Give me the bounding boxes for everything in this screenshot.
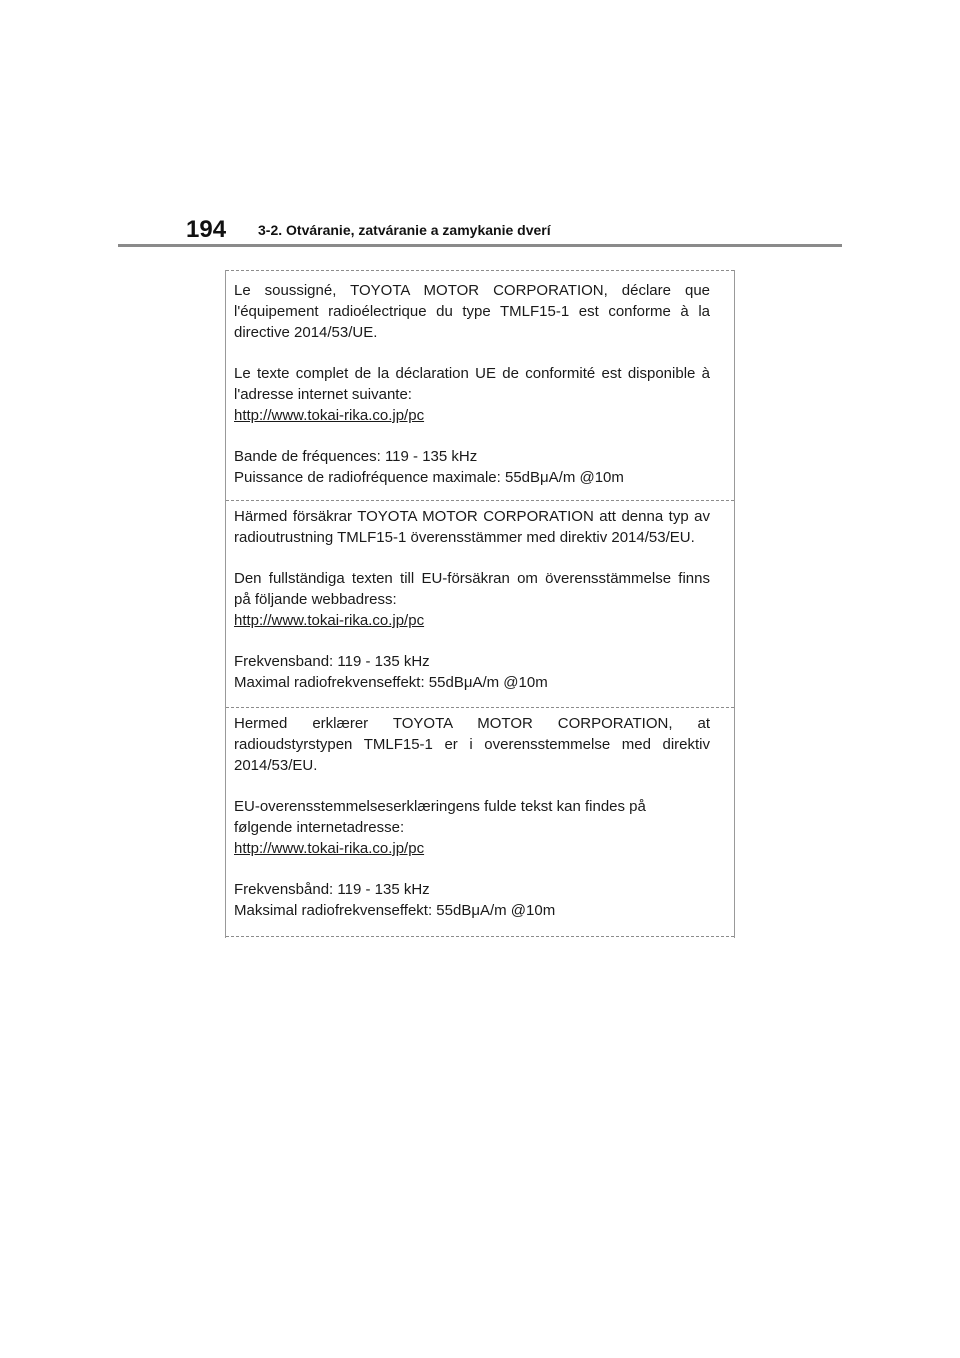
dashed-divider bbox=[226, 500, 734, 501]
declaration-text bbox=[234, 280, 710, 343]
text-line: Den fullständiga texten till EU-försäkran om överensstämmelse finns bbox=[234, 570, 710, 587]
frequency-band: Frekvensband: 119 - 135 kHz bbox=[234, 653, 430, 670]
declaration-text bbox=[234, 713, 710, 776]
max-power: Puissance de radiofréquence maximale: 55dBμA/m @10m bbox=[234, 469, 624, 486]
text-line: Le soussigné, TOYOTA MOTOR CORPORATION, déclare que bbox=[234, 282, 710, 299]
dashed-divider bbox=[226, 707, 734, 708]
text-line: på följande webbadress: bbox=[234, 591, 397, 608]
url-link[interactable]: http://www.tokai-rika.co.jp/pc bbox=[234, 407, 425, 424]
text-line: EU-overensstemmelseserklæringens fulde tekst kan findes på bbox=[234, 798, 646, 815]
max-power: Maximal radiofrekvenseffekt: 55dBμA/m @10m bbox=[234, 674, 548, 691]
text-line: Le texte complet de la déclaration UE de conformité est disponible à bbox=[234, 365, 710, 382]
text-line: l'équipement radioélectrique du type TMLF15-1 est conforme à la bbox=[234, 303, 710, 320]
declaration-section-fr bbox=[234, 280, 710, 488]
text-line: l'adresse internet suivante: bbox=[234, 386, 412, 403]
text-line: Härmed försäkrar TOYOTA MOTOR CORPORATION att denna typ av bbox=[234, 508, 710, 525]
header-rule bbox=[118, 244, 842, 247]
page-header bbox=[118, 212, 842, 248]
frequency-band: Frekvensbånd: 119 - 135 kHz bbox=[234, 881, 430, 898]
text-line: directive 2014/53/UE. bbox=[234, 324, 378, 341]
declaration-section-sv bbox=[234, 506, 710, 693]
text-line: følgende internetadresse: bbox=[234, 819, 405, 836]
dashed-divider bbox=[226, 270, 734, 271]
text-line: radioudstyrstypen TMLF15-1 er i overensstemmelse med direktiv bbox=[234, 736, 710, 753]
frequency-info bbox=[234, 446, 710, 488]
declaration-text bbox=[234, 506, 710, 548]
frequency-band: Bande de fréquences: 119 - 135 kHz bbox=[234, 448, 478, 465]
declaration-section-da bbox=[234, 713, 710, 921]
url-link[interactable]: http://www.tokai-rika.co.jp/pc bbox=[234, 840, 425, 857]
page-number: 194 bbox=[186, 216, 227, 243]
url-link[interactable]: http://www.tokai-rika.co.jp/pc bbox=[234, 612, 425, 629]
max-power: Maksimal radiofrekvenseffekt: 55dBμA/m @10m bbox=[234, 902, 556, 919]
section-title: 3-2. Otváranie, zatváranie a zamykanie dverí bbox=[258, 222, 551, 238]
frequency-info bbox=[234, 651, 710, 693]
declaration-box bbox=[225, 270, 735, 938]
text-line: Hermed erklærer TOYOTA MOTOR CORPORATION, at bbox=[234, 715, 710, 732]
availability-text bbox=[234, 568, 710, 631]
text-line: radioutrustning TMLF15-1 överensstämmer med direktiv 2014/53/EU. bbox=[234, 529, 695, 546]
dashed-divider bbox=[226, 936, 734, 937]
frequency-info bbox=[234, 879, 710, 921]
text-line: 2014/53/EU. bbox=[234, 757, 318, 774]
availability-text bbox=[234, 796, 710, 859]
availability-text bbox=[234, 363, 710, 426]
